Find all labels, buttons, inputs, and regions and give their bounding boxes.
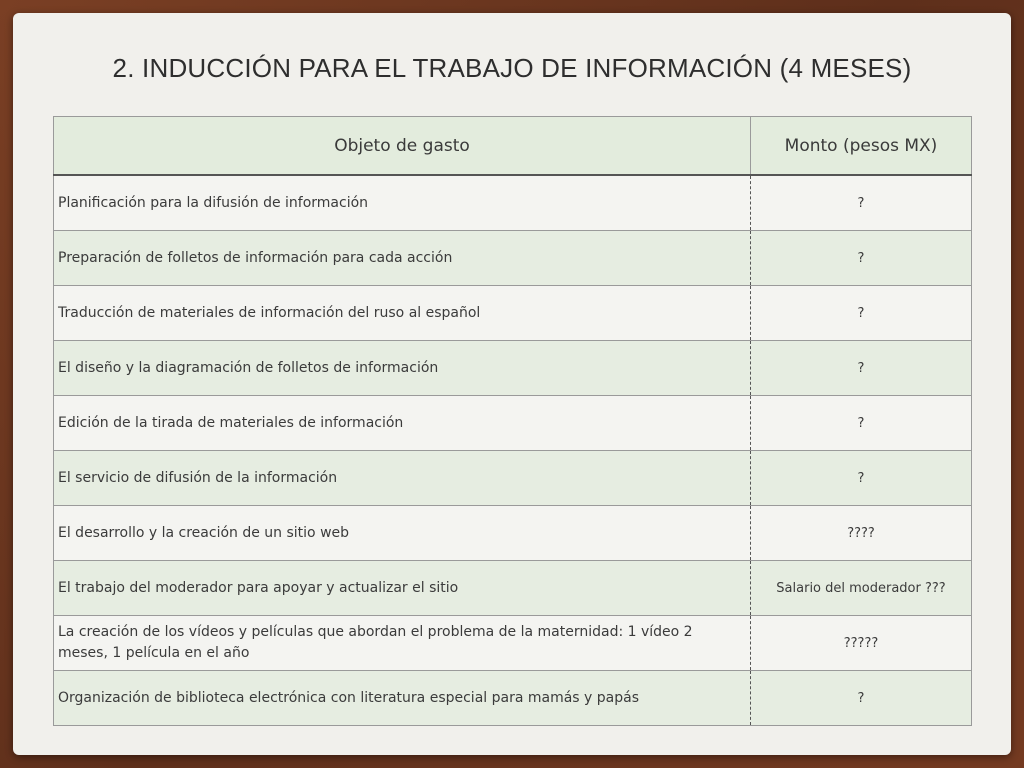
table-row bbox=[54, 451, 972, 506]
table-row bbox=[54, 561, 972, 616]
table-row bbox=[54, 286, 972, 341]
amount-cell: Salario del moderador ??? bbox=[751, 561, 972, 616]
expense-item-cell: El desarrollo y la creación de un sitio web bbox=[54, 506, 751, 561]
amount-cell: ? bbox=[751, 231, 972, 286]
amount-cell: ? bbox=[751, 341, 972, 396]
slide-title: 2. INDUCCIÓN PARA EL TRABAJO DE INFORMACIÓN (4 MESES) bbox=[112, 53, 912, 83]
expense-item-cell: El servicio de difusión de la información bbox=[54, 451, 751, 506]
table-header-row bbox=[54, 117, 972, 176]
amount-cell: ???? bbox=[751, 506, 972, 561]
expense-item-cell: Planificación para la difusión de información bbox=[54, 175, 751, 231]
expense-item-cell: Edición de la tirada de materiales de información bbox=[54, 396, 751, 451]
slide bbox=[13, 13, 1011, 755]
table-row bbox=[54, 506, 972, 561]
expense-item-cell: Preparación de folletos de información para cada acción bbox=[54, 231, 751, 286]
header-expense-item: Objeto de gasto bbox=[54, 117, 751, 176]
table-row bbox=[54, 341, 972, 396]
expense-item-cell: Organización de biblioteca electrónica con literatura especial para mamás y papás bbox=[54, 671, 751, 726]
table-row bbox=[54, 175, 972, 231]
expense-item-cell: El diseño y la diagramación de folletos de información bbox=[54, 341, 751, 396]
amount-cell: ????? bbox=[751, 616, 972, 671]
amount-cell: ? bbox=[751, 175, 972, 231]
expense-item-cell: Traducción de materiales de información del ruso al español bbox=[54, 286, 751, 341]
table-row bbox=[54, 231, 972, 286]
expense-item-cell: El trabajo del moderador para apoyar y actualizar el sitio bbox=[54, 561, 751, 616]
table-row bbox=[54, 616, 972, 671]
table-row bbox=[54, 396, 972, 451]
amount-cell: ? bbox=[751, 451, 972, 506]
table-row bbox=[54, 671, 972, 726]
expense-item-cell: La creación de los vídeos y películas que abordan el problema de la maternidad: 1 vídeo 2 meses, 1 película en el año bbox=[54, 616, 751, 671]
header-amount: Monto (pesos MX) bbox=[751, 117, 972, 176]
amount-cell: ? bbox=[751, 396, 972, 451]
amount-cell: ? bbox=[751, 671, 972, 726]
amount-cell: ? bbox=[751, 286, 972, 341]
budget-table bbox=[53, 116, 972, 726]
